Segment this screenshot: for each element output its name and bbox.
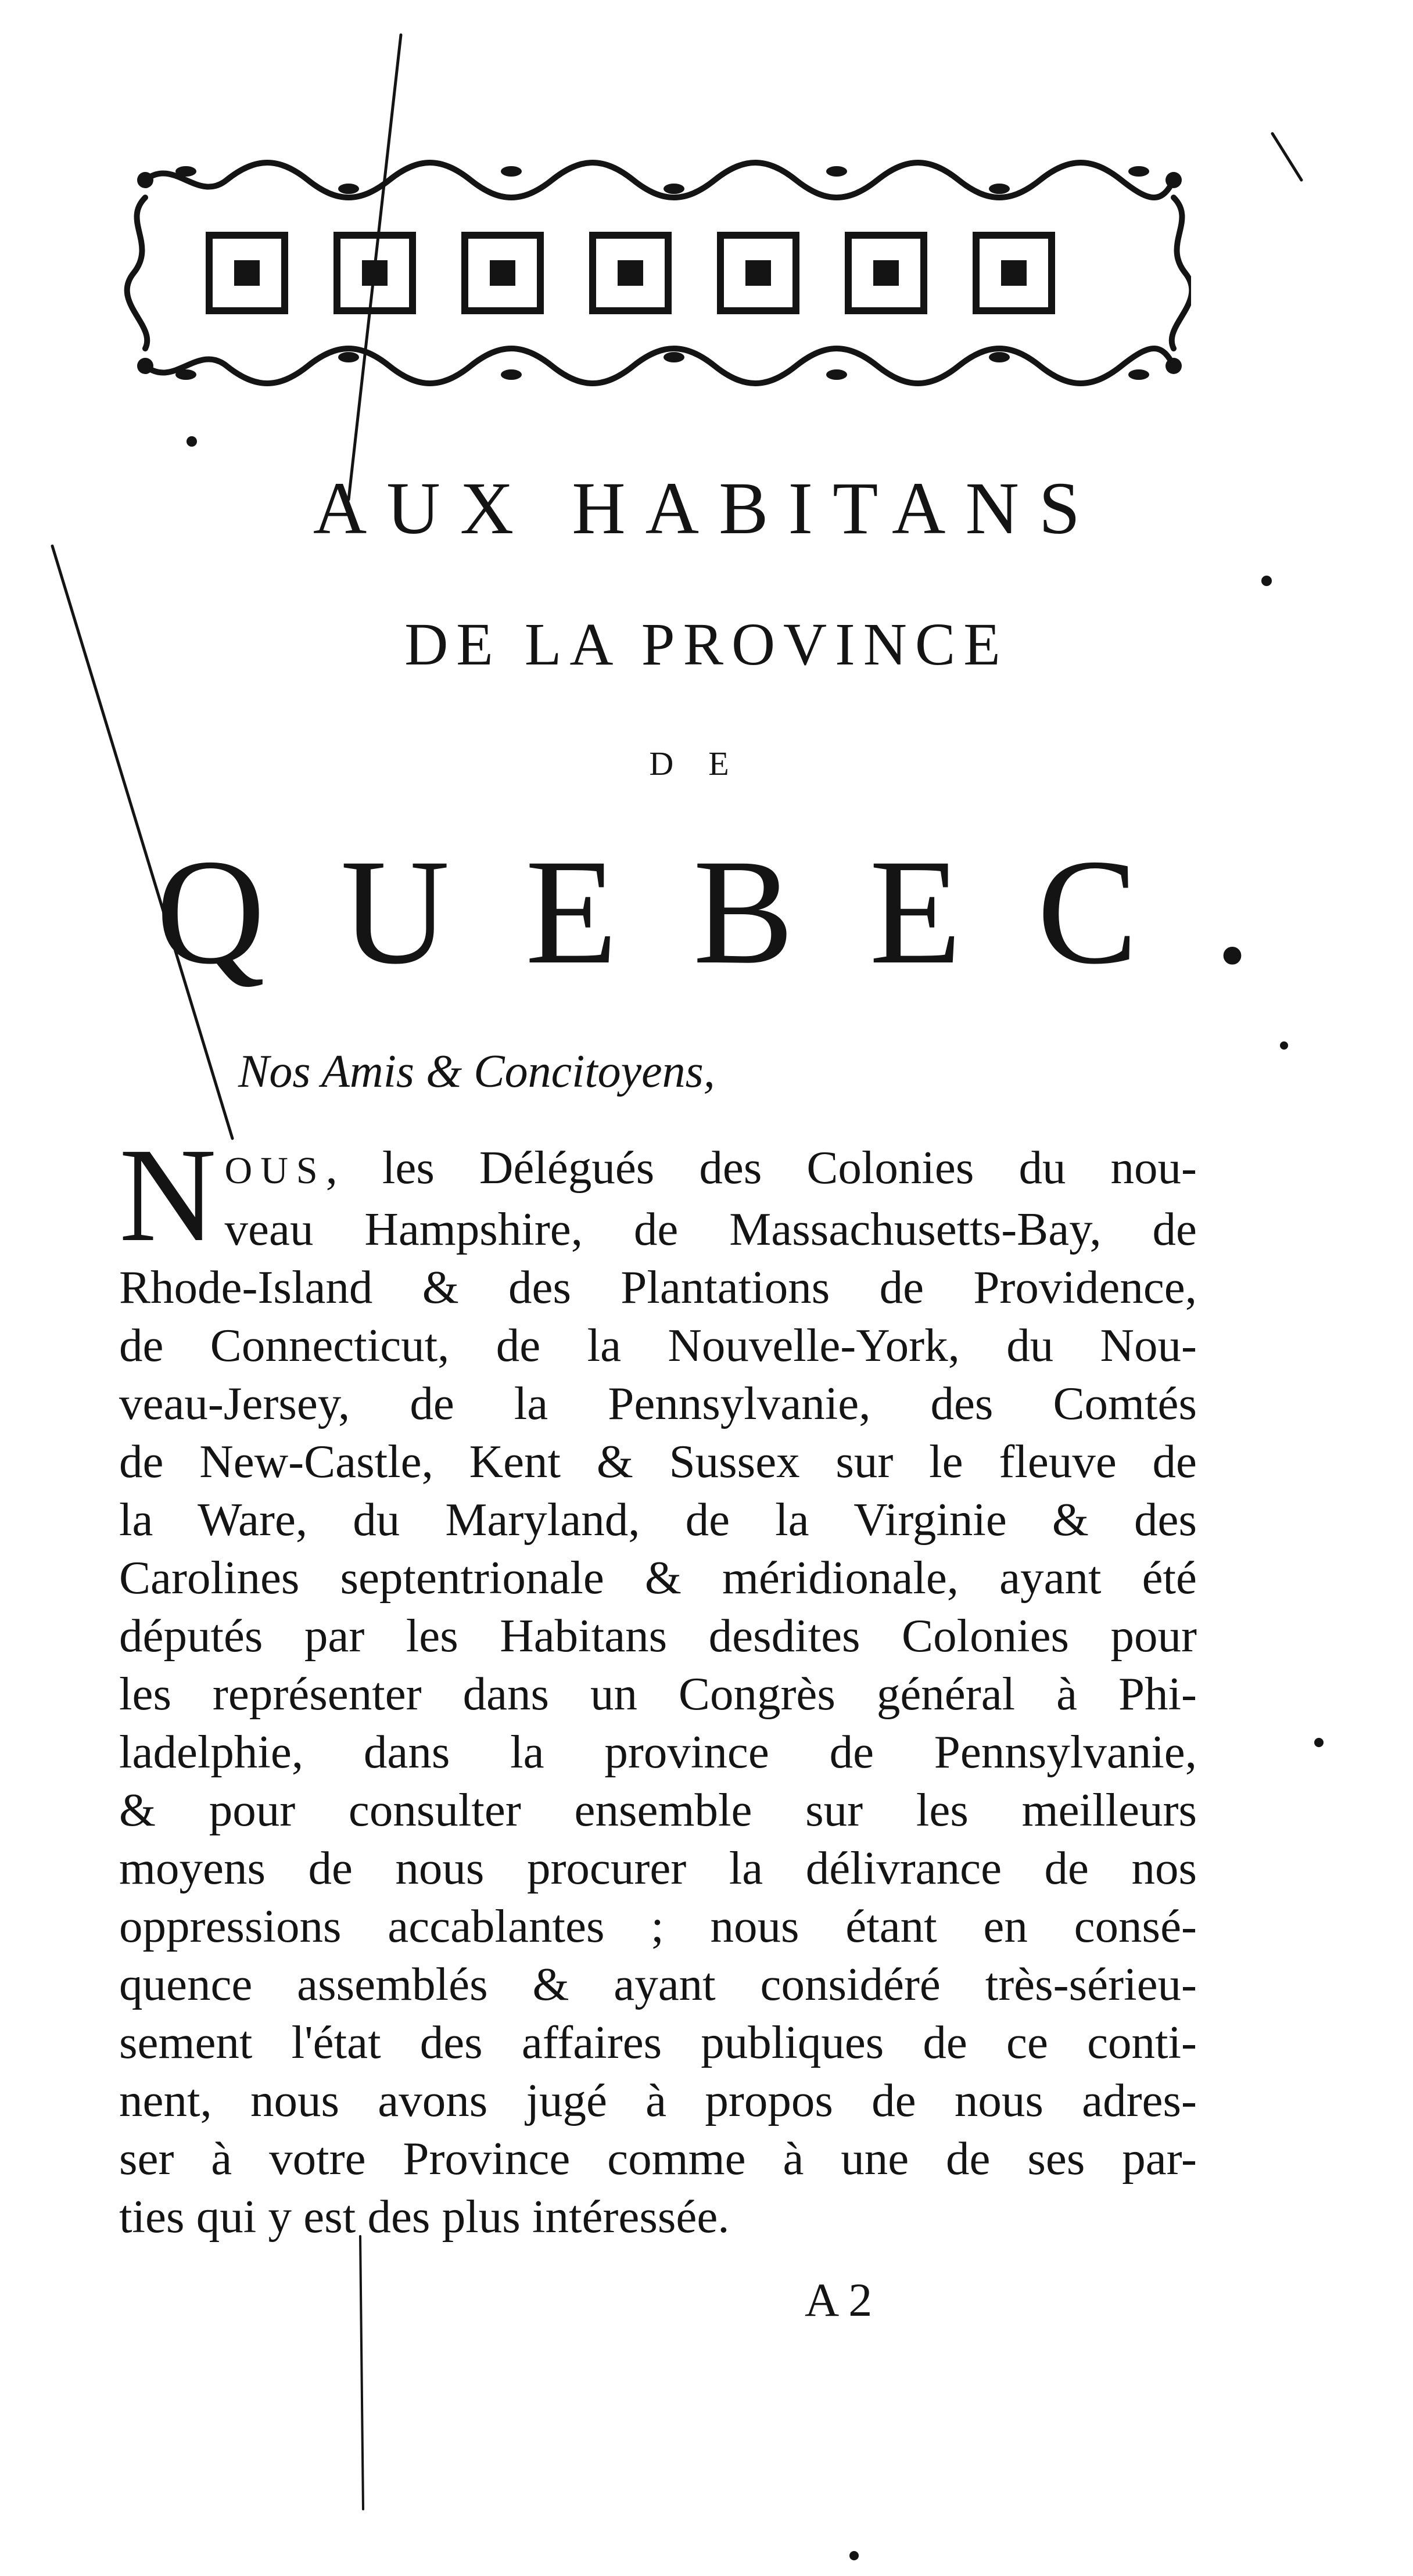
text-line: oppressions accablantes ; nous étant en consé- [119, 1900, 1197, 1952]
text-line-last: ties qui y est des plus intéressée. [119, 2190, 730, 2243]
text-line: quence assemblés & ayant considéré très-sérieu- [119, 1958, 1197, 2010]
text-line: la Ware, du Maryland, de la Virginie & des [119, 1493, 1197, 1546]
text-line: nent, nous avons jugé à propos de nous adres- [119, 2074, 1197, 2126]
text-line: de New-Castle, Kent & Sussex sur le fleuve de [119, 1435, 1197, 1488]
text-line [119, 1138, 1197, 1200]
title-line-quebec: QUEBEC. [156, 828, 1327, 996]
title-line-de-la-province: DE LA PROVINCE [404, 611, 1009, 678]
text-line: moyens de nous procurer la délivrance de nos [119, 1842, 1197, 1894]
title-line-aux-habitans: AUX HABITANS [313, 467, 1100, 549]
title-line-de: DE [649, 745, 764, 782]
text-line: & pour consulter ensemble sur les meilleurs [119, 1784, 1197, 1836]
text-line-content: , les Délégués des Colonies du nou- [325, 1141, 1197, 1194]
text-line: ser à votre Province comme à une de ses par- [119, 2132, 1197, 2185]
drop-capital: N [119, 1120, 217, 1270]
text-line: les représenter dans un Congrès général à Phi- [119, 1668, 1197, 1720]
headpiece-ornament [122, 145, 1191, 401]
text-line: députés par les Habitans desdites Colonies pour [119, 1609, 1197, 1662]
body-paragraph [119, 1120, 1197, 2246]
text-line: sement l'état des affaires publiques de ce conti- [119, 2016, 1197, 2068]
small-caps-word: OUS [224, 1149, 326, 1192]
text-line: veau Hampshire, de Massachusetts-Bay, de [224, 1203, 1197, 1255]
text-line: de Connecticut, de la Nouvelle-York, du Nou- [119, 1319, 1197, 1371]
signature-mark: A 2 [805, 2273, 873, 2326]
salutation: Nos Amis & Concitoyens, [238, 1046, 715, 1097]
text-line: Rhode-Island & des Plantations de Providence, [119, 1261, 1197, 1313]
text-line: veau-Jersey, de la Pennsylvanie, des Comtés [119, 1377, 1197, 1429]
text-line: Carolines septentrionale & méridionale, ayant été [119, 1551, 1197, 1604]
text-line: ladelphie, dans la province de Pennsylvanie, [119, 1726, 1197, 1778]
